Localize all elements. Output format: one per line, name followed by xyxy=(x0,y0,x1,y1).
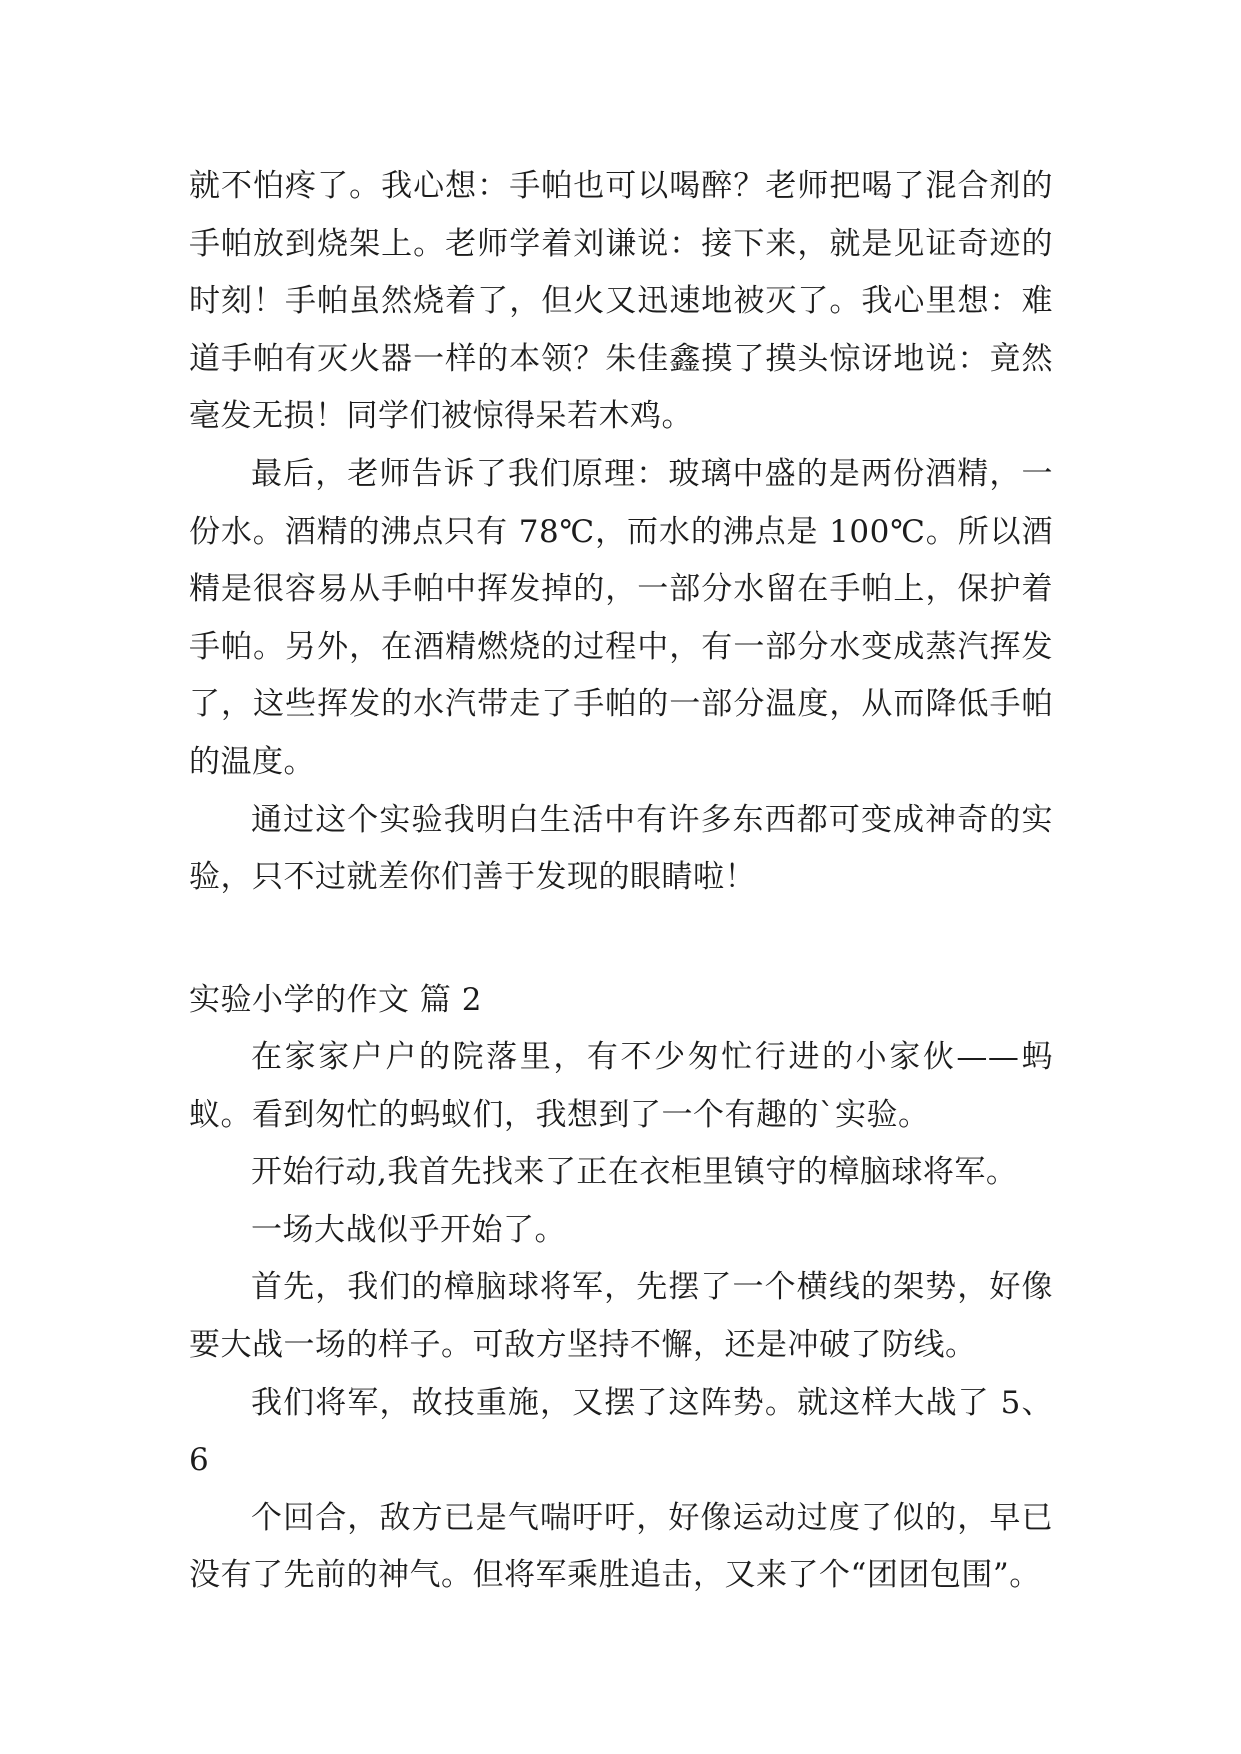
section-heading: 实验小学的作文 篇 2 xyxy=(189,982,482,1018)
paragraph: 一场大战似乎开始了。 xyxy=(251,1211,566,1248)
section-one-body xyxy=(189,158,1053,907)
paragraph-line: 个回合，敌方已是气喘吁吁，好像运动过度了似的，早已没有了先前的神气。但将军乘胜追击，又来了个“团团包围”。 xyxy=(189,1499,1053,1594)
paragraph xyxy=(189,1259,1053,1605)
paragraph-line: 我们将军，故技重施，又摆了这阵势。就这样大战了 5、6 xyxy=(189,1384,1053,1479)
paragraph: 开始行动,我首先找来了正在衣柜里镇守的樟脑球将军。 xyxy=(251,1154,1018,1191)
paragraph-line: 首先，我们的樟脑球将军，先摆了一个横线的架势，好像要大战一场的样子。可敌方坚持不懈，还是冲破了防线。 xyxy=(189,1269,1053,1363)
paragraph: 通过这个实验我明白生活中有许多东西都可变成神奇的实验，只不过就差你们善于发现的眼睛啦！ xyxy=(189,801,1053,896)
paragraph: 最后，老师告诉了我们原理：玻璃中盛的是两份酒精，一份水。酒精的沸点只有 78℃，而水的沸点是 100℃。所以酒精是很容易从手帕中挥发掉的，一部分水留在手帕上，保护着手帕。另外，在酒精燃烧的过程中，有一部分水变成蒸汽挥发了，这些挥发的水汽带走了手帕的一部分温度，从而降低手帕的温度。 xyxy=(189,455,1053,780)
paragraph: 就不怕疼了。我心想：手帕也可以喝醉？老师把喝了混合剂的手帕放到烧架上。老师学着刘谦说：接下来，就是见证奇迹的时刻！手帕虽然烧着了，但火又迅速地被灭了。我心里想：难道手帕有灭火器一样的本领？朱佳鑫摸了摸头惊讶地说：竟然毫发无损！同学们被惊得呆若木鸡。 xyxy=(189,168,1053,435)
paragraph: 在家家户户的院落里，有不少匆忙行进的小家伙——蚂蚁。看到匆忙的蚂蚁们，我想到了一个有趣的`实验。 xyxy=(189,1039,1053,1133)
section-two-body xyxy=(189,1029,1053,1605)
